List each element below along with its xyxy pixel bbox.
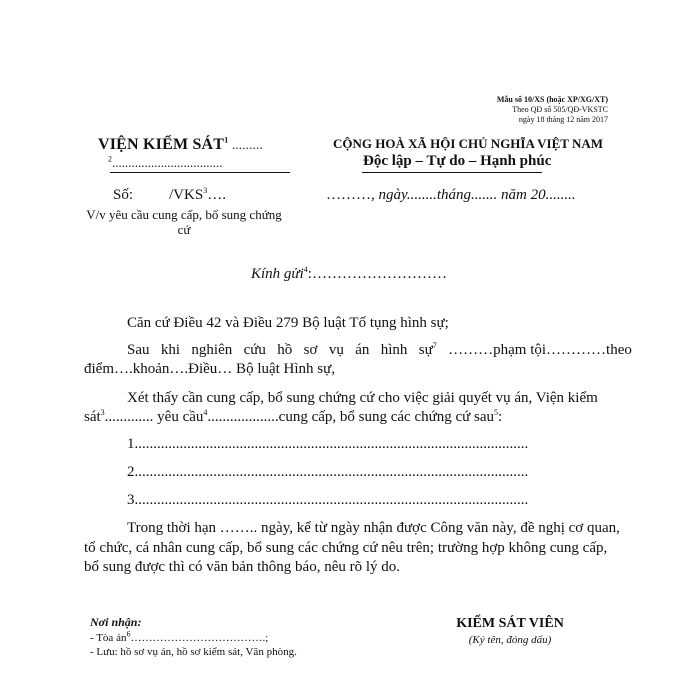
evidence-item-2: 2.........................................................................................................	[127, 464, 529, 480]
case-study-paragraph-line1	[127, 342, 632, 359]
consider-part-d: :	[498, 409, 503, 425]
form-date-note: ngày 18 tháng 12 năm 2017	[518, 115, 608, 124]
case-study-words-b: khi	[160, 342, 181, 358]
evidence-item-3: 3.........................................................................................................	[127, 492, 529, 508]
agency-subunit-dots: ..................................	[112, 155, 223, 170]
agency-name: VIỆN KIỂM SÁT	[98, 136, 225, 153]
recipient-court	[90, 629, 269, 644]
footnote-marker: 4	[303, 265, 308, 274]
document-number-suffix: /VKS	[169, 187, 204, 203]
case-study-words-a: Sau	[127, 342, 150, 358]
document-date	[326, 187, 576, 204]
case-study-words-e: hồ	[277, 342, 293, 358]
footnote-marker: 4	[203, 408, 208, 417]
recipient-archive: - Lưu: hồ sơ vụ án, hồ sơ kiểm sát, Văn phòng.	[90, 646, 297, 658]
document-subject: V/v yêu cầu cung cấp, bổ sung chứng cứ	[86, 207, 282, 237]
recipient-dots: :………………………	[307, 266, 447, 282]
deadline-paragraph-line2: tổ chức, cá nhân cung cấp, bổ sung các chứng cứ nêu trên; trường hợp không cung cấp,	[84, 540, 608, 556]
header-left-divider	[110, 172, 290, 173]
signer-note: (Ký tên, đóng dấu)	[468, 634, 552, 646]
consider-part-b: ............. yêu cầu	[104, 409, 204, 425]
document-number-label: Số:	[113, 187, 134, 203]
footnote-marker: 3	[203, 186, 208, 195]
legal-basis-paragraph: Căn cứ Điều 42 và Điều 279 Bộ luật Tố tụng hình sự;	[127, 315, 449, 331]
header-right-divider	[362, 172, 542, 173]
date-text: ngày........tháng....... năm 20........	[378, 187, 576, 203]
national-motto: Độc lập – Tự do – Hạnh phúc	[363, 153, 552, 169]
footnote-marker: 3	[100, 408, 105, 417]
agency-subunit	[108, 155, 223, 171]
footnote-marker: 6	[126, 629, 131, 639]
recipient-label: Kính gửi	[251, 266, 304, 282]
recipient-court-label: - Tòa án	[90, 632, 127, 644]
evidence-item-1: 1.........................................................................................................	[127, 436, 529, 452]
case-study-words-i: hình	[380, 342, 408, 358]
form-number-note: Mẫu số 10/XS (hoặc XP/XG/XT)	[496, 95, 608, 104]
deadline-paragraph-line1: Trong thời hạn …….. ngày, kể từ ngày nhận được Công văn này, đề nghị cơ quan,	[127, 520, 620, 536]
case-study-paragraph-line2: điểm….khoản….Điều… Bộ luật Hình sự,	[84, 361, 336, 377]
signer-title: KIỂM SÁT VIÊN	[456, 616, 564, 631]
case-study-words-j: sự$^7$	[418, 341, 437, 358]
consider-part-c: ...................cung cấp, bổ sung các chứng cứ sau	[207, 409, 495, 425]
deadline-paragraph-line3: bổ sung được thì có văn bản thông báo, nêu rõ lý do.	[84, 559, 401, 575]
date-place-dots: ………,	[326, 187, 379, 203]
recipients-title: Nơi nhận:	[90, 615, 142, 629]
footnote-marker: 7	[432, 341, 437, 350]
document-number-dots: ….	[207, 187, 226, 203]
footnote-marker: 5	[494, 408, 499, 417]
case-study-words-d: cứu	[243, 342, 266, 358]
case-study-words-f: sơ	[303, 342, 318, 358]
case-study-words-g: vụ	[328, 342, 344, 358]
consider-part-a: sát	[84, 409, 101, 425]
case-study-tail: ………phạm tội…………theo	[448, 342, 632, 358]
footnote-marker: 2	[108, 154, 112, 164]
document-number	[113, 187, 226, 204]
consider-paragraph-line2	[84, 409, 502, 426]
form-decision-note: Theo QĐ số 505/QĐ-VKSTC	[512, 105, 608, 114]
case-study-words-c: nghiên	[191, 342, 233, 358]
agency-dots: .........	[228, 137, 263, 152]
national-title: CỘNG HOÀ XÃ HỘI CHỦ NGHĨA VIỆT NAM	[333, 136, 604, 151]
recipient-line	[251, 266, 447, 283]
footnote-marker: 1	[224, 135, 229, 145]
recipient-court-dots: ……………………………….;	[130, 632, 269, 644]
agency-title	[98, 136, 263, 154]
case-study-words-h: án	[355, 342, 370, 358]
consider-paragraph-line1: Xét thấy cần cung cấp, bổ sung chứng cứ cho việc giải quyết vụ án, Viện kiểm	[127, 390, 598, 406]
